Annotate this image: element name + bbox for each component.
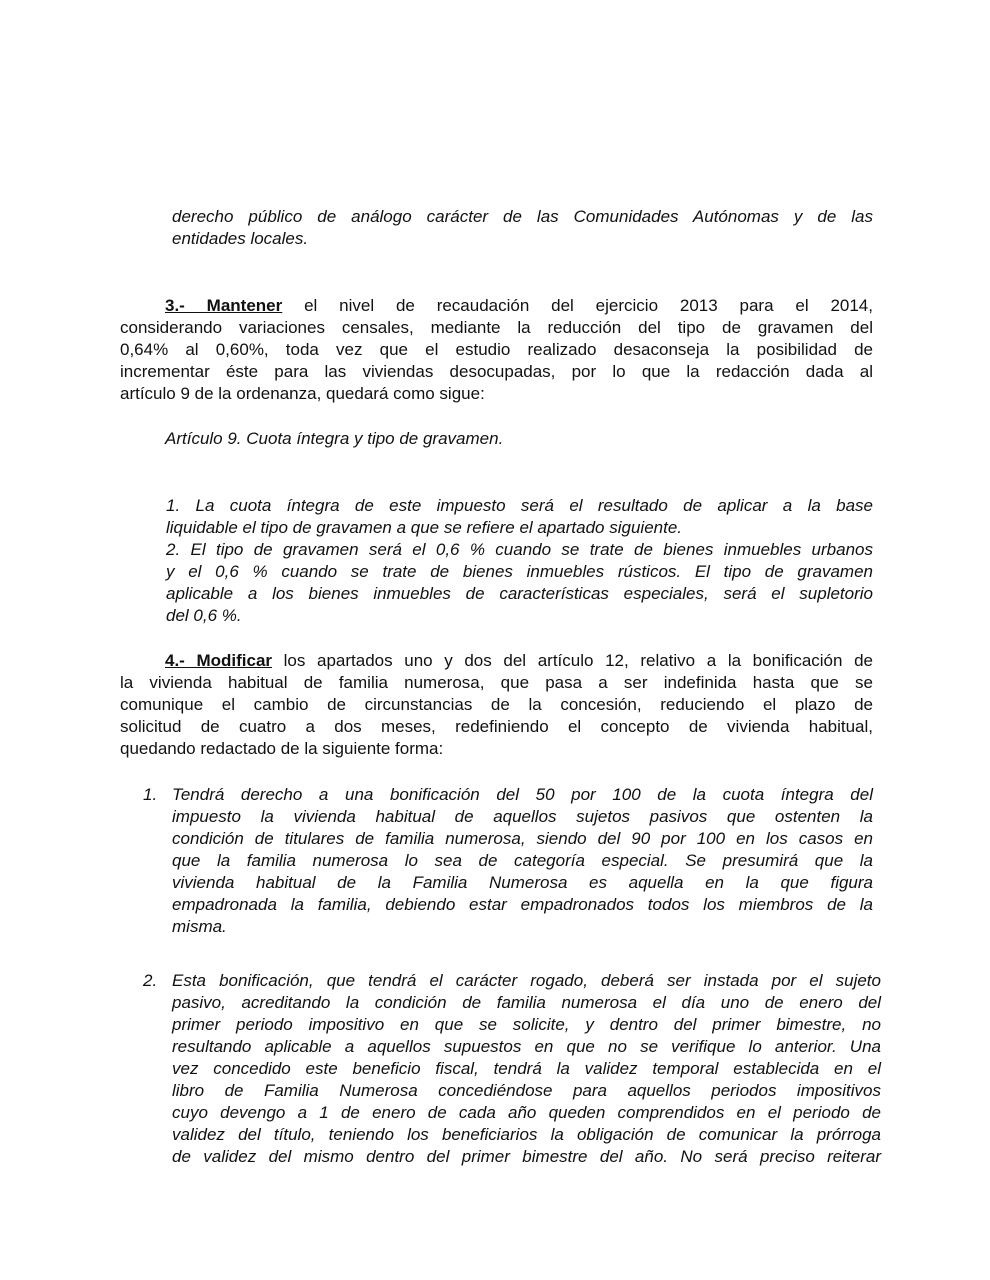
text-line: quedando redactado de la siguiente forma:: [120, 739, 444, 758]
article-9-body: [166, 495, 873, 627]
article-9-title: [165, 428, 765, 450]
text-line: derecho público de análogo carácter de las Comunidades Autónomas y de las: [172, 207, 873, 226]
text-line: 1. La cuota íntegra de este impuesto será el resultado de aplicar a la base: [166, 496, 873, 515]
text-line: incrementar éste para las viviendas desocupadas, por lo que la redacción dada al: [120, 362, 873, 381]
list-number: 2.: [143, 971, 158, 990]
text-line: Tendrá derecho a una bonificación del 50 por 100 de la cuota íntegra del: [172, 785, 873, 804]
text-line: la vivienda habitual de familia numerosa, que pasa a ser indefinida hasta que se: [120, 673, 873, 692]
text-line: liquidable el tipo de gravamen a que se refiere el apartado siguiente.: [166, 518, 683, 537]
text-line: entidades locales.: [172, 229, 309, 248]
text-line: empadronada la familia, debiendo estar empadronados todos los miembros de la: [172, 895, 873, 914]
text-line: artículo 9 de la ordenanza, quedará como sigue:: [120, 384, 485, 403]
text-line: cuyo devengo a 1 de enero de cada año queden comprendidos en el periodo de: [172, 1103, 881, 1122]
text-line: aplicable a los bienes inmuebles de características especiales, será el supletorio: [166, 584, 873, 603]
text-line: resultando aplicable a aquellos supuestos en que no se verifique lo anterior. Una: [172, 1037, 881, 1056]
text-line: 2. El tipo de gravamen será el 0,6 % cuando se trate de bienes inmuebles urbanos: [166, 540, 873, 559]
text-line: [120, 650, 873, 672]
text-line: libro de Familia Numerosa concediéndose para aquellos periodos impositivos: [172, 1081, 881, 1100]
text-line: validez del título, teniendo los beneficiarios la obligación de comunicar la prórroga: [172, 1125, 881, 1144]
section-label: 3.- Mantener: [165, 296, 283, 315]
section-text: el nivel de recaudación del ejercicio 2013 para el 2014,: [282, 296, 873, 315]
text-line: vez concedido este beneficio fiscal, tendrá la validez temporal establecida en el: [172, 1059, 881, 1078]
text-line: [120, 295, 873, 317]
section-label: 4.- Modificar: [165, 651, 273, 670]
text-line: que la familia numerosa lo sea de categoría especial. Se presumirá que la: [172, 851, 873, 870]
list-number: 1.: [143, 785, 158, 804]
text-line: condición de titulares de familia numerosa, siendo del 90 por 100 en los casos en: [172, 829, 873, 848]
section-text: los apartados uno y dos del artículo 12, relativo a la bonificación de: [272, 651, 874, 670]
text-line: solicitud de cuatro a dos meses, redefiniendo el concepto de vivienda habitual,: [120, 717, 873, 736]
text-line: del 0,6 %.: [166, 606, 242, 625]
text-line: vivienda habitual de la Familia Numerosa es aquella en la que figura: [172, 873, 873, 892]
text-line: misma.: [172, 917, 227, 936]
text-line: pasivo, acreditando la condición de familia numerosa el día uno de enero del: [172, 993, 881, 1012]
list-item-2: [143, 970, 881, 1168]
list-item-1: [143, 784, 873, 938]
text-line: y el 0,6 % cuando se trate de bienes inmuebles rústicos. El tipo de gravamen: [166, 562, 873, 581]
text-line: Esta bonificación, que tendrá el carácter rogado, deberá ser instada por el sujeto: [172, 971, 881, 990]
text-line: considerando variaciones censales, mediante la reducción del tipo de gravamen del: [120, 318, 873, 337]
section-3: [120, 295, 873, 405]
text-line: de validez del mismo dentro del primer bimestre del año. No será preciso reiterar: [172, 1147, 881, 1166]
section-4: [120, 650, 873, 760]
text-line: comunique el cambio de circunstancias de la concesión, reduciendo el plazo de: [120, 695, 873, 714]
intro-continuation: [172, 206, 873, 250]
text-line: primer periodo impositivo en que se solicite, y dentro del primer bimestre, no: [172, 1015, 881, 1034]
text-line: Artículo 9. Cuota íntegra y tipo de gravamen.: [165, 429, 504, 448]
text-line: 0,64% al 0,60%, toda vez que el estudio realizado desaconseja la posibilidad de: [120, 340, 873, 359]
text-line: impuesto la vivienda habitual de aquellos sujetos pasivos que ostenten la: [172, 807, 873, 826]
